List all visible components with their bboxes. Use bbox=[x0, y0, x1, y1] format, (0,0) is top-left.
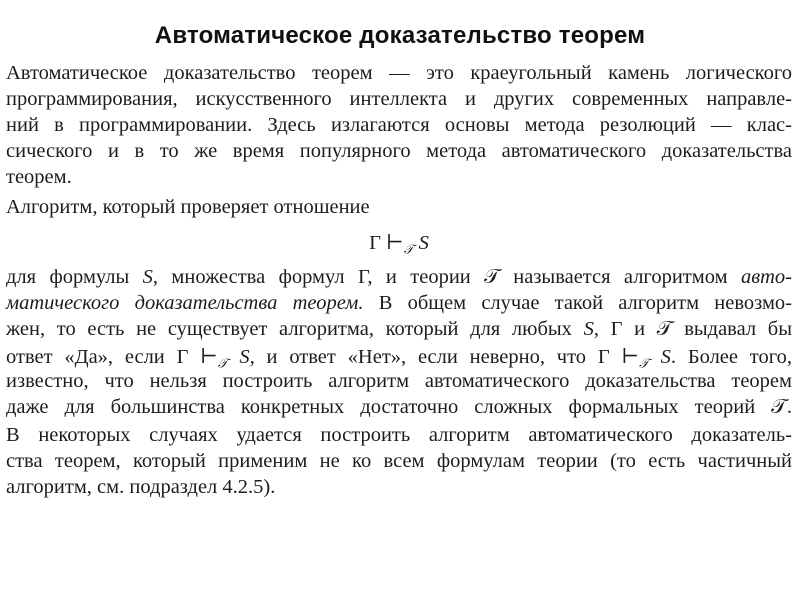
formula-theory: 𝒯 bbox=[403, 242, 414, 257]
paragraph-2-line-1 bbox=[6, 266, 792, 289]
paragraph-3-line-3: алгоритм, см. подраздел 4.2.5). bbox=[6, 476, 276, 498]
paragraph-1-line-5: теорем. bbox=[6, 166, 72, 188]
formula bbox=[6, 230, 792, 257]
paragraph-1-line-2: программирования, искусственного интеллекта и других современных направле- bbox=[6, 88, 792, 110]
symbol-theory: 𝒯 bbox=[217, 356, 228, 371]
symbol-theory: 𝒯 bbox=[639, 356, 649, 371]
text-run: , и ответ «Нет», если неверно, что Γ ⊢ bbox=[249, 346, 640, 368]
text-run: , и теории bbox=[367, 266, 485, 288]
formula-turnstile: ⊢ bbox=[386, 232, 404, 254]
text-run: , множества формул bbox=[152, 266, 358, 288]
paragraph-2-intro: Алгоритм, который проверяет отношение bbox=[6, 196, 370, 218]
paragraph-2-line-3 bbox=[6, 318, 792, 341]
text-run-italic: матического доказательства теорем. bbox=[6, 292, 364, 314]
paragraph-3-line-2: ства теорем, который применим не ко всем формулам теории (то есть частичный bbox=[6, 450, 792, 472]
formula-s: S bbox=[418, 232, 429, 254]
symbol-s: S bbox=[583, 318, 594, 340]
text-run: называется алгоритмом bbox=[499, 266, 741, 288]
text-run: . Более того, bbox=[670, 346, 792, 368]
symbol-gamma: Γ bbox=[358, 266, 368, 288]
formula-gamma: Γ bbox=[369, 232, 381, 254]
paragraph-1-line-4: сического и в то же время популярного метода автоматического доказательства bbox=[6, 140, 792, 162]
symbol-theory: 𝒯 bbox=[484, 266, 500, 288]
symbol-s: S bbox=[227, 346, 250, 368]
symbol-s: S bbox=[648, 346, 671, 368]
paragraph-2-line-5: известно, что нельзя построить алгоритм автоматического доказательства теорем bbox=[6, 370, 792, 392]
paragraph-2-line-4 bbox=[6, 344, 792, 371]
paragraph-2-line-2 bbox=[6, 292, 792, 315]
text-run-italic: авто- bbox=[740, 266, 792, 288]
text-run: ответ «Да», если Γ ⊢ bbox=[6, 346, 218, 368]
paragraph-2-line-6: даже для большинства конкретных достаточно сложных формальных теорий 𝒯. bbox=[6, 396, 792, 418]
slide-title: Автоматическое доказательство теорем bbox=[154, 22, 646, 49]
text-run: , Γ и 𝒯 выдавал бы bbox=[593, 318, 792, 340]
text-run: для формулы bbox=[6, 266, 143, 288]
text-run: жен, то есть не существует алгоритма, который для любых bbox=[6, 318, 584, 340]
symbol-s: S bbox=[142, 266, 153, 288]
text-run: В общем случае такой алгоритм невозмо- bbox=[363, 292, 792, 314]
paragraph-3-line-1: В некоторых случаях удается построить алгоритм автоматического доказатель- bbox=[6, 424, 792, 446]
paragraph-1-line-1: Автоматическое доказательство теорем — это краеугольный камень логического bbox=[6, 62, 792, 84]
paragraph-1-line-3: ний в программировании. Здесь излагаются основы метода резолюций — клас- bbox=[6, 114, 792, 136]
